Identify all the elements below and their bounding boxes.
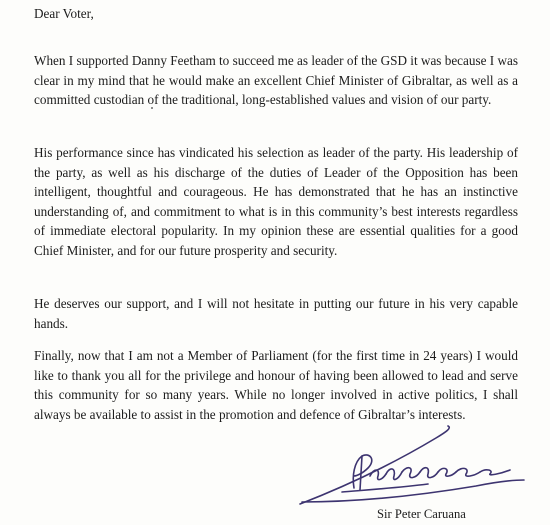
paragraph-support: He deserves our support, and I will not hesitate in putting our future in his very capable hands. <box>34 296 518 331</box>
paragraph-thanks: Finally, now that I am not a Member of Parliament (for the first time in 24 years) I would like to thank you all for the privilege and honour of having been allowed to lead and serve this community for so many years. While no longer involved in active politics, I shall always be available to assist in the promotion and defence of Gibraltar’s interests. <box>34 348 518 422</box>
paragraph-performance: His performance since has vindicated his selection as leader of the party. His leadership of the party, as well as his discharge of the duties of Leader of the Opposition has been intelligent, thoughtful and courageous. He has demonstrated that he has an instinctive understanding of, and commitment to what is in this community’s best interests regardless of immediate electoral popularity. In my opinion these are essential qualities for a good Chief Minister, and for our future prosperity and security. <box>34 145 518 258</box>
paper-speck <box>151 107 153 109</box>
salutation: Dear Voter, <box>34 6 94 21</box>
signatory-name: Sir Peter Caruana <box>377 507 466 521</box>
paragraph-endorsement: When I supported Danny Feetham to succeed me as leader of the GSD it was because I was clear in my mind that he would make an excellent Chief Minister of Gibraltar, as well as a committed custodian of the traditional, long-established values and vision of our party. <box>34 53 518 108</box>
handwritten-signature-icon <box>296 418 536 510</box>
